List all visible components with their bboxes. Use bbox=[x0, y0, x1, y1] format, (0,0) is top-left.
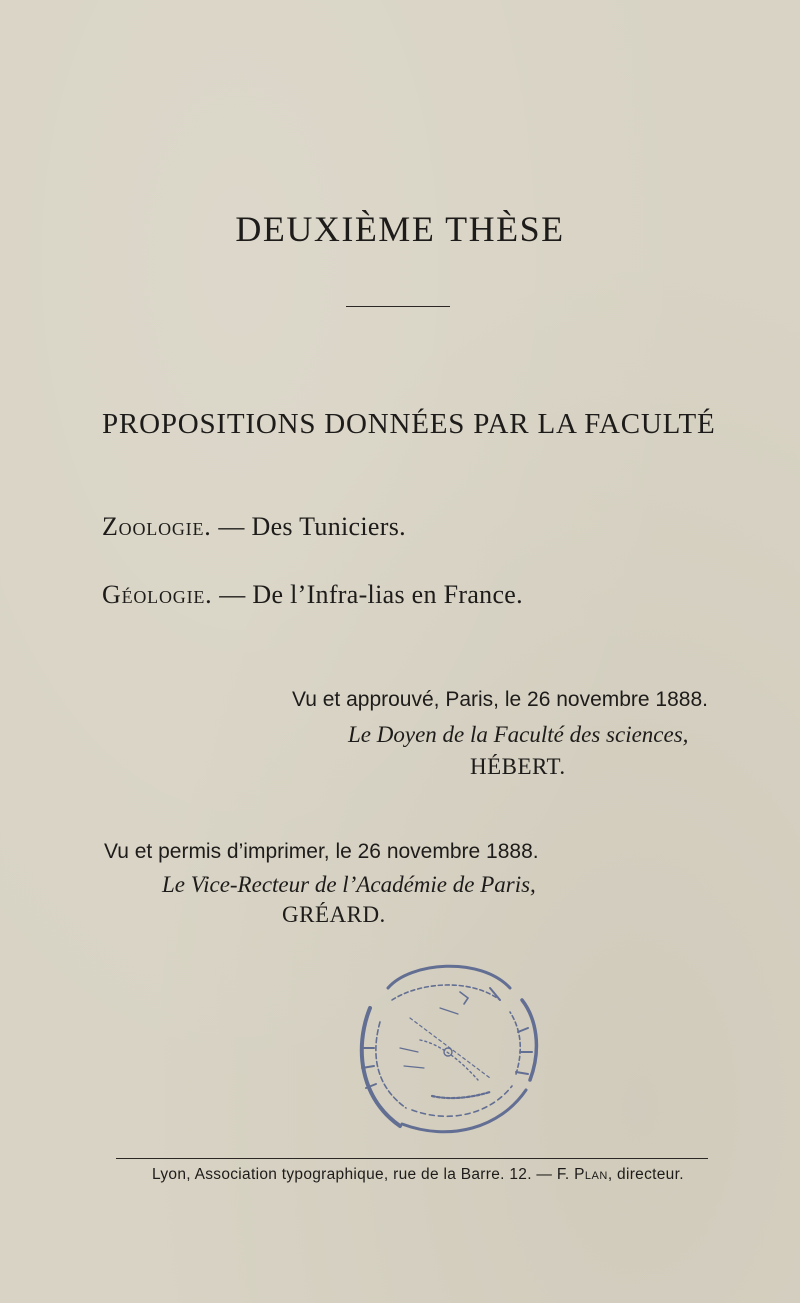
proposition-text: De l’Infra-lias en France. bbox=[252, 580, 523, 609]
proposition-subject: Géologie. bbox=[102, 580, 213, 609]
title-divider bbox=[346, 306, 450, 307]
footer-rule bbox=[116, 1158, 708, 1159]
permission-title: Le Vice-Recteur de l’Académie de Paris, bbox=[162, 872, 536, 897]
section-heading: PROPOSITIONS DONNÉES PAR LA FACULTÉ bbox=[102, 408, 716, 440]
printer-imprint bbox=[152, 1166, 684, 1184]
proposition-geology bbox=[102, 580, 523, 610]
proposition-dash: — bbox=[219, 580, 246, 609]
proposition-zoology bbox=[102, 512, 406, 542]
approval-line: Vu et approuvé, Paris, le 26 novembre 1888. bbox=[292, 688, 708, 711]
permission-line: Vu et permis d’imprimer, le 26 novembre 1888. bbox=[104, 840, 539, 863]
proposition-dash: — bbox=[218, 512, 245, 541]
imprint-suffix: , directeur. bbox=[607, 1166, 684, 1183]
library-stamp-icon bbox=[340, 948, 548, 1148]
page-title: DEUXIÈME THÈSE bbox=[235, 209, 565, 249]
imprint-name: Plan bbox=[574, 1166, 608, 1183]
permission-signatory: GRÉARD. bbox=[282, 902, 386, 927]
stamp-graphic bbox=[340, 948, 548, 1148]
proposition-text: Des Tuniciers. bbox=[251, 512, 406, 541]
approval-signatory: HÉBERT. bbox=[470, 754, 566, 779]
imprint-text: Lyon, Association typographique, rue de la Barre. 12. — F. bbox=[152, 1166, 570, 1183]
approval-title: Le Doyen de la Faculté des sciences, bbox=[348, 722, 689, 747]
proposition-subject: Zoologie. bbox=[102, 512, 212, 541]
